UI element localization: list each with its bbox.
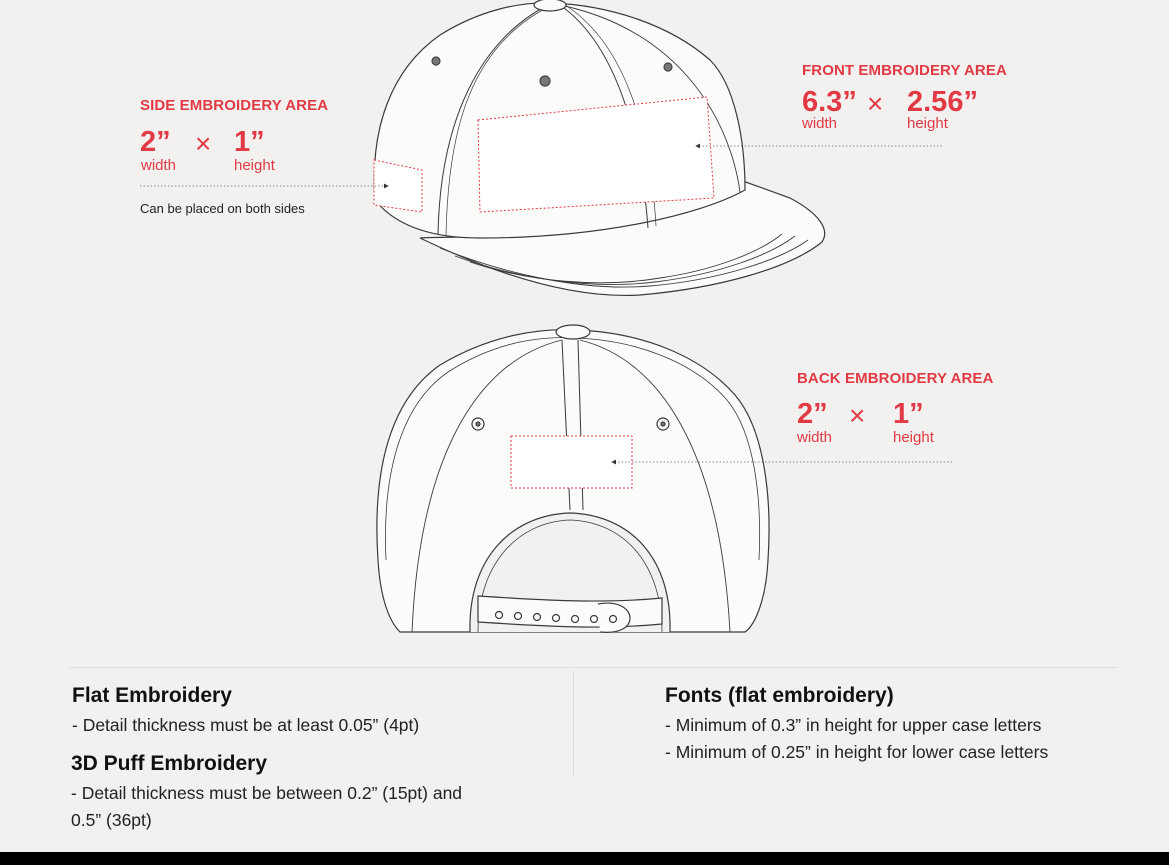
fonts-title: Fonts (flat embroidery) — [665, 684, 894, 707]
fonts-rule-lowercase: - Minimum of 0.25” in height for lower case letters — [665, 742, 1049, 762]
section-divider-horizontal — [70, 667, 1118, 668]
back-area-title: BACK EMBROIDERY AREA — [797, 370, 994, 387]
back-height-value: 1” — [893, 398, 924, 430]
side-area-title: SIDE EMBROIDERY AREA — [140, 97, 329, 114]
side-times-icon: × — [195, 128, 212, 159]
bottom-bar — [0, 852, 1169, 865]
front-times-icon: × — [867, 88, 884, 119]
back-embroidery-zone — [511, 436, 632, 488]
section-divider-vertical — [573, 670, 574, 776]
puff-embroidery-rule-line2: 0.5” (36pt) — [71, 810, 152, 830]
puff-embroidery-rule-line1: - Detail thickness must be between 0.2” (15pt) and — [71, 783, 463, 803]
flat-embroidery-title: Flat Embroidery — [72, 684, 232, 707]
side-height-value: 1” — [234, 126, 265, 158]
back-height-label: height — [893, 429, 934, 446]
fonts-rule-uppercase: - Minimum of 0.3” in height for upper case letters — [665, 715, 1042, 735]
front-area-title: FRONT EMBROIDERY AREA — [802, 62, 1007, 79]
front-height-value: 2.56” — [907, 86, 978, 118]
side-placement-note: Can be placed on both sides — [140, 201, 305, 216]
front-width-label: width — [802, 115, 838, 132]
flat-embroidery-rule: - Detail thickness must be at least 0.05” (4pt) — [72, 715, 420, 735]
back-width-value: 2” — [797, 398, 828, 430]
side-width-label: width — [141, 157, 177, 174]
front-width-value: 6.3” — [802, 86, 857, 118]
back-width-label: width — [797, 429, 833, 446]
front-height-label: height — [907, 115, 948, 132]
side-height-label: height — [234, 157, 275, 174]
puff-embroidery-title: 3D Puff Embroidery — [71, 752, 268, 775]
side-width-value: 2” — [140, 126, 171, 158]
back-times-icon: × — [849, 400, 866, 431]
